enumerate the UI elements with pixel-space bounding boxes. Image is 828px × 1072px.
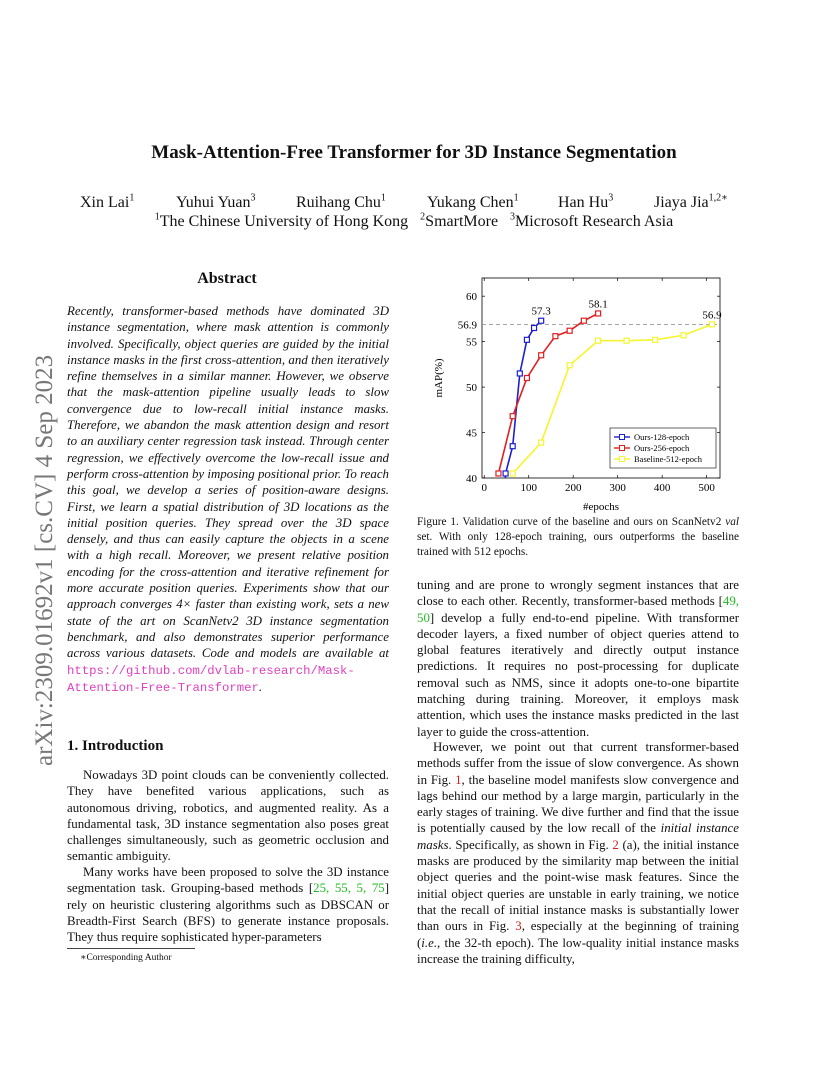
x-axis-label: #epochs bbox=[582, 501, 620, 513]
author: Yuhui Yuan$^3$ bbox=[176, 192, 256, 211]
figure-ref-link[interactable]: 2 bbox=[612, 837, 619, 852]
abstract-body: Recently, transformer-based methods have dominated 3D instance segmentation, where mask attention is commonly involved. Specifically, object queries are guided by the initial instance masks in the first cross-attention, and then iteratively refine themselves in a similar manner. However, we observe that the mask-attention pipeline usually leads to slow convergence due to low-recall initial instance masks. Therefore, we abandon the mask attention design and resort to an auxiliary center regression task instead. Through center regression, we effectively overcome the low-recall issue and perform cross-attention by imposing positional prior. To reach this goal, we develop a series of position-aware designs. First, we learn a spatial distribution of 3D locations as the initial position queries. They spread over the 3D space densely, and thus can easily capture the objects in a scene with a high recall. Moreover, we present relative position encoding for the cross-attention and iterative refinement for more accurate position queries. Experiments show that our approach converges 4× faster than existing work, sets a new state of the art on ScanNetv2 3D instance segmentation benchmark, and also demonstrates superior performance across various datasets. Code and models are available at https://github.com/dvlab-research/Mask-Attention-Free-Transformer. bbox=[67, 304, 389, 695]
body-paragraph: However, we point out that current transformer-based methods suffer from the issue of slow convergence. As shown in Fig. 1, the baseline model manifests slow convergence and lags behind our method by a large margin, particularly in the early stages of training. We dive further and find that the issue is potentially caused by the low recall of the initial instance masks. Specifically, as shown in Fig. 2 (a), the initial instance masks are produced by the similarity map between the initial object queries and the point-wise mask features. Since the initial object queries are unstable in early training, we notice that the recall of initial instance masks is substantially lower than ours in Fig. 3, especially at the beginning of training (i.e., the 32-th epoch). The low-quality initial instance masks increase the training difficulty, bbox=[417, 740, 740, 966]
data-point bbox=[681, 333, 686, 338]
data-point bbox=[581, 318, 586, 323]
citation-link[interactable]: 25, 55, 5, 75 bbox=[313, 881, 385, 896]
data-point bbox=[524, 376, 529, 381]
body-paragraph: tuning and are prone to wrongly segment instances that are close to each other. Recently, transformer-based methods [49, 50] develop a fully end-to-end pipeline. With transformer decoder layers, a fixed number of object queries attend to global features iteratively and directly output instance predictions. It requires no post-processing for duplicate removal such as NMS, since it adopts one-to-one bipartite matching during training. Moreover, it employs mask attention, which uses the instance masks predicted in the last layer to guide the cross-attention. bbox=[417, 578, 739, 739]
data-point bbox=[596, 311, 601, 316]
data-point bbox=[709, 322, 714, 327]
data-point bbox=[510, 414, 515, 419]
y-axis-label: mAP(%) bbox=[433, 358, 445, 398]
data-point bbox=[539, 353, 544, 358]
data-label: 57.3 bbox=[531, 305, 551, 318]
y-tick-label: 50 bbox=[466, 382, 477, 395]
data-label: 56.9 bbox=[702, 309, 722, 322]
y-tick-label: 60 bbox=[466, 291, 477, 304]
x-tick-label: 0 bbox=[481, 482, 487, 494]
data-point bbox=[653, 337, 658, 342]
data-point bbox=[532, 326, 537, 331]
data-point bbox=[496, 471, 501, 476]
x-tick-label: 100 bbox=[520, 482, 537, 494]
arxiv-id-text: arXiv:2309.01692v1 [cs.CV] 4 Sep 2023 bbox=[31, 354, 58, 766]
x-tick-label: 300 bbox=[609, 482, 626, 494]
legend-marker bbox=[620, 435, 625, 440]
data-point bbox=[503, 471, 508, 476]
figure-ref-link[interactable]: 3 bbox=[515, 919, 522, 934]
data-point bbox=[553, 334, 558, 339]
affiliations: $^1$The Chinese University of Hong Kong $^2$SmartMore $^3$Microsoft Research Asia bbox=[154, 211, 674, 230]
author: Yukang Chen$^1$ bbox=[427, 192, 519, 211]
data-point bbox=[517, 371, 522, 376]
y-tick-label: 56.9 bbox=[457, 319, 477, 332]
figure-ref-link[interactable]: 1 bbox=[455, 772, 462, 787]
author: Han Hu$^3$ bbox=[558, 192, 614, 211]
section-heading: 1. Introduction bbox=[67, 738, 164, 754]
y-tick-label: 55 bbox=[466, 336, 477, 349]
data-point bbox=[624, 338, 629, 343]
validation-curve-chart bbox=[420, 270, 750, 515]
data-point bbox=[539, 318, 544, 323]
data-point bbox=[510, 444, 515, 449]
footnote-rule bbox=[67, 948, 195, 949]
intro-paragraph: Many works have been proposed to solve the 3D instance segmentation task. Grouping-based methods [25, 55, 5, 75] rely on heuristic clustering algorithms such as DBSCAN or Breadth-First Search (BFS) to generate instance proposals. They thus require sophisticated hyper-parameters bbox=[67, 865, 390, 945]
legend-label: Ours-256-epoch bbox=[634, 443, 690, 453]
x-tick-label: 500 bbox=[698, 482, 715, 494]
data-label: 58.1 bbox=[588, 298, 608, 311]
legend-marker bbox=[620, 446, 625, 451]
abstract-heading: Abstract bbox=[197, 270, 257, 287]
paper-title: Mask-Attention-Free Transformer for 3D Instance Segmentation bbox=[151, 142, 677, 163]
y-tick-label: 45 bbox=[466, 427, 477, 440]
citation-link[interactable]: 49, 50 bbox=[417, 594, 739, 625]
figure-caption: Figure 1. Validation curve of the baseline and ours on ScanNetv2 val set. With only 128-epoch training, ours outperforms the baseline trained with 512 epochs. bbox=[417, 516, 739, 558]
data-point bbox=[524, 337, 529, 342]
data-point bbox=[567, 328, 572, 333]
legend-marker bbox=[620, 457, 625, 462]
data-point bbox=[596, 338, 601, 343]
footnote: ∗Corresponding Author bbox=[80, 953, 172, 963]
author: Ruihang Chu$^1$ bbox=[296, 192, 386, 211]
legend-label: Ours-128-epoch bbox=[634, 432, 690, 442]
code-link[interactable]: https://github.com/dvlab-research/Mask-Attention-Free-Transformer bbox=[67, 663, 355, 695]
y-tick-label: 40 bbox=[466, 473, 477, 485]
data-point bbox=[539, 440, 544, 445]
x-tick-label: 400 bbox=[653, 482, 671, 494]
data-point bbox=[510, 471, 515, 476]
author: Xin Lai$^1$ bbox=[80, 192, 135, 211]
intro-paragraph: Nowadays 3D point clouds can be conveniently collected. They have benefited various applications, such as autonomous driving, robotics, and augmented reality. As a fundamental task, 3D instance segmentation also poses great challenges simultaneously, such as geometric occlusion and semantic ambiguity. bbox=[67, 768, 389, 864]
author: Jiaya Jia$^{1,2∗}$ bbox=[654, 192, 728, 211]
legend-label: Baseline-512-epoch bbox=[634, 454, 702, 464]
arxiv-identifier bbox=[10, 300, 70, 770]
x-tick-label: 200 bbox=[564, 482, 582, 494]
series-line-1 bbox=[498, 313, 598, 473]
data-point bbox=[567, 363, 572, 368]
